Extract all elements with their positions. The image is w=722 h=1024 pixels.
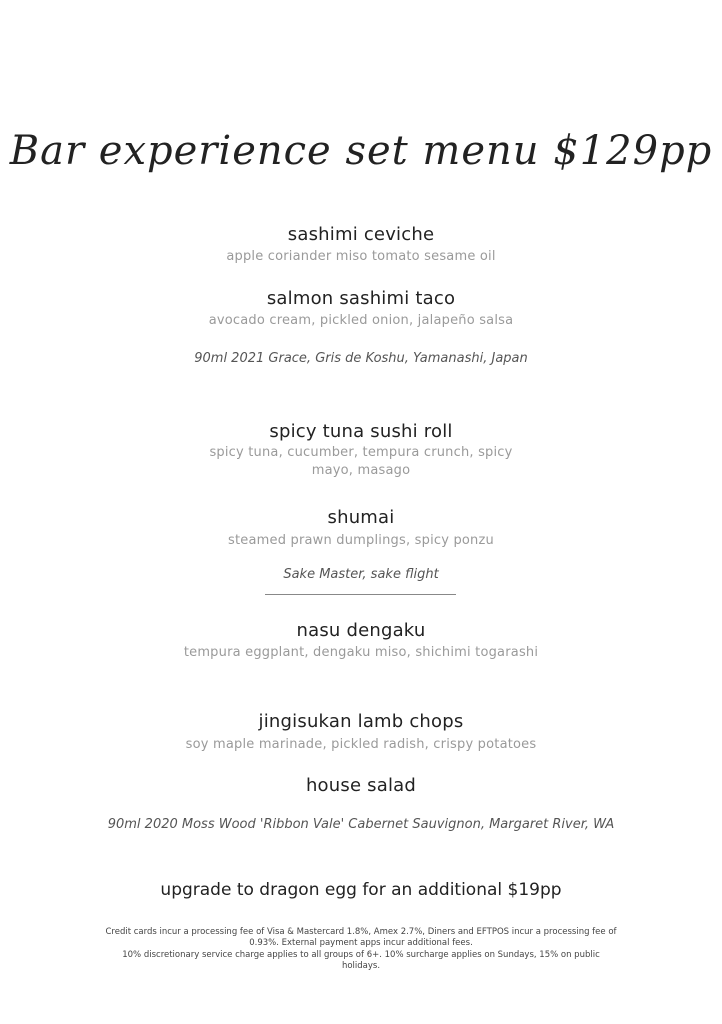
menu-title: Bar experience set menu $129pp	[9, 128, 713, 174]
dish-description: steamed prawn dumplings, spicy ponzu	[228, 533, 494, 548]
dish-description: spicy tuna, cucumber, tempura crunch, spicy	[209, 445, 513, 460]
fine-print-line: 10% discretionary service charge applies to all groups of 6+. 10% surcharge applies on Sundays, 15% on public	[122, 950, 600, 960]
fine-print-line: 0.93%. External payment apps incur additional fees.	[249, 938, 473, 948]
dish-name: sashimi ceviche	[287, 224, 435, 245]
upgrade-offer: upgrade to dragon egg for an additional $19pp	[160, 880, 562, 900]
dish-name: house salad	[305, 775, 417, 796]
dish-description: tempura eggplant, dengaku miso, shichimi togarashi	[183, 645, 539, 660]
sake-pairing: Sake Master, sake flight	[283, 567, 439, 582]
dish-description: apple coriander miso tomato sesame oil	[226, 249, 496, 264]
wine-pairing: 90ml 2021 Grace, Gris de Koshu, Yamanashi, Japan	[194, 351, 528, 366]
dish-description: avocado cream, pickled onion, jalapeño salsa	[208, 313, 514, 328]
dish-name: shumai	[327, 507, 395, 528]
dish-name: jingisukan lamb chops	[258, 711, 464, 732]
divider	[265, 594, 456, 595]
dish-name: spicy tuna sushi roll	[269, 421, 453, 442]
dish-description-cont: mayo, masago	[311, 463, 411, 478]
wine-pairing: 90ml 2020 Moss Wood 'Ribbon Vale' Cabernet Sauvignon, Margaret River, WA	[107, 817, 615, 832]
fine-print-line: Credit cards incur a processing fee of Visa & Mastercard 1.8%, Amex 2.7%, Diners and EFTPOS incur a processing fee of	[105, 927, 617, 937]
dish-name: salmon sashimi taco	[266, 288, 456, 309]
dish-name: nasu dengaku	[296, 620, 426, 641]
dish-description: soy maple marinade, pickled radish, crispy potatoes	[185, 737, 537, 752]
fine-print-line: holidays.	[341, 961, 381, 971]
